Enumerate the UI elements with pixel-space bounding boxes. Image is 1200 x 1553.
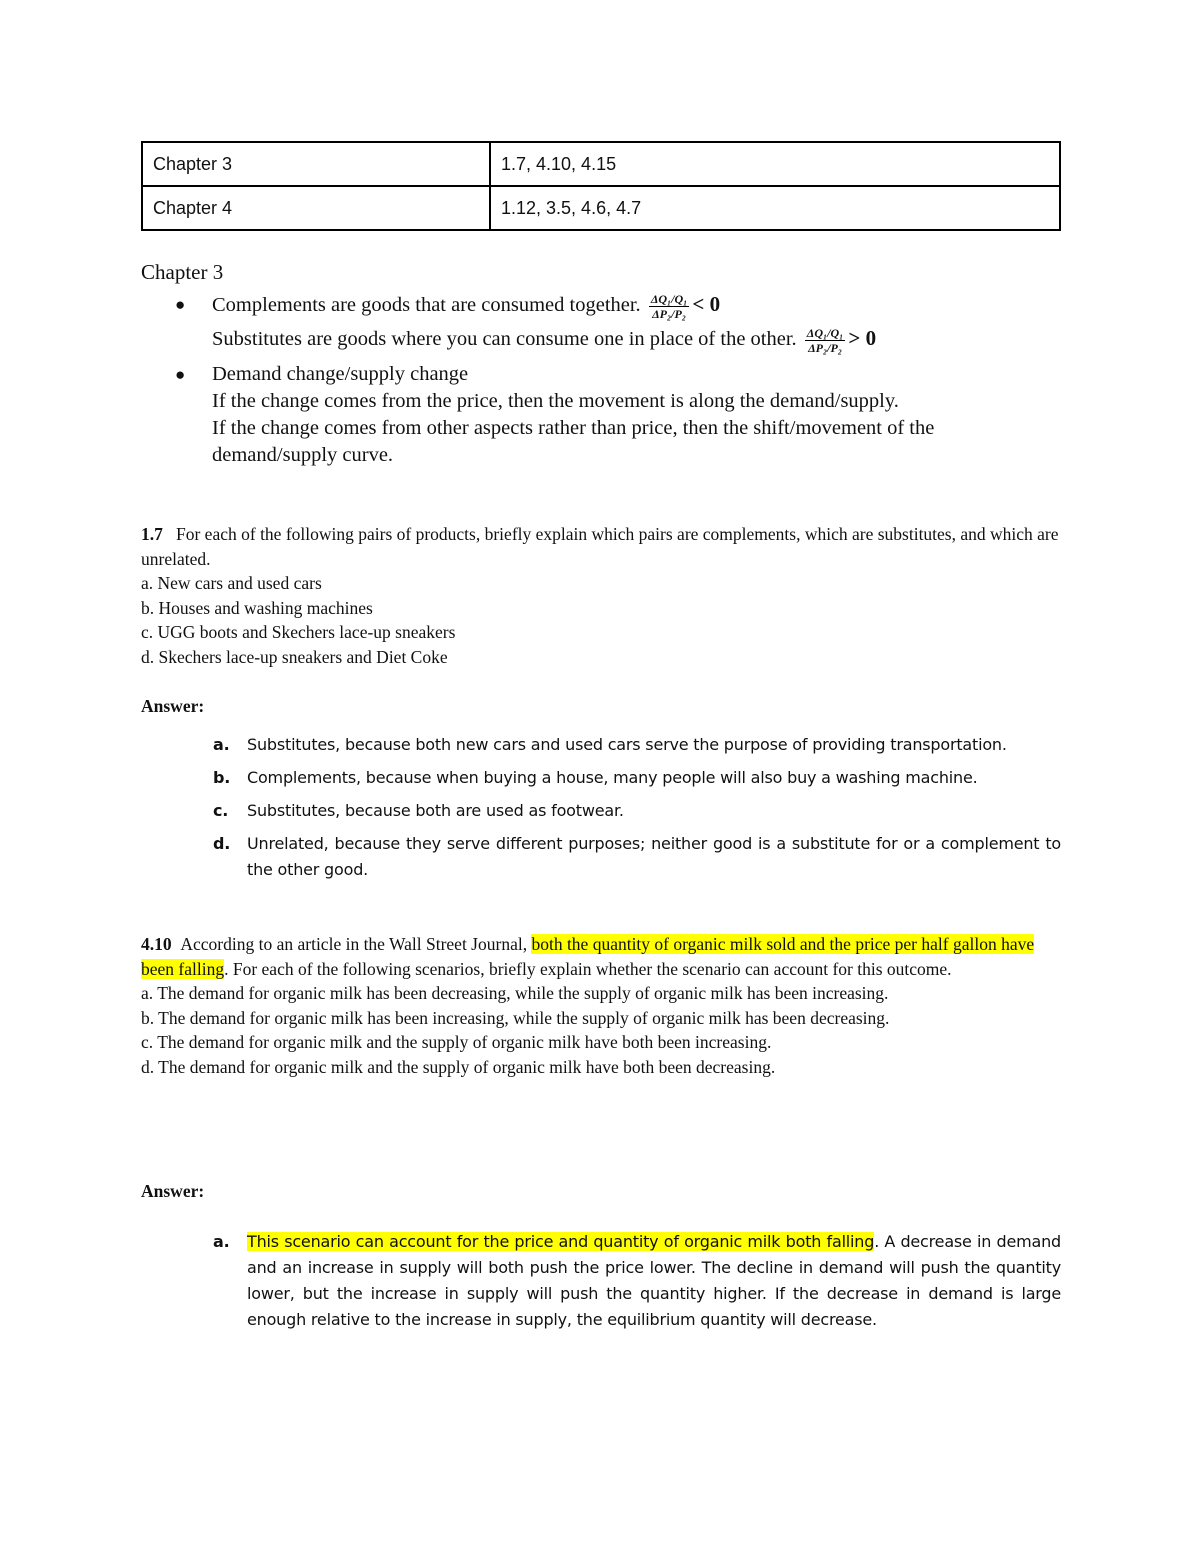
table-cell-problems: 1.12, 3.5, 4.6, 4.7 — [490, 186, 1060, 230]
list-item: d. Skechers lace-up sneakers and Diet Coke — [141, 646, 448, 667]
answer-text: Unrelated, because they serve different purposes; neither good is a substitute for or a complement to the other good. — [247, 834, 1061, 879]
fraction-denominator: ΔP₂/P₂ — [808, 340, 843, 355]
answer-letter: b. — [213, 768, 231, 787]
fraction-numerator: ΔQ₁/Q₁ — [650, 291, 688, 306]
chapter-problem-table — [141, 141, 1061, 231]
list-item: a. The demand for organic milk has been decreasing, while the supply of organic milk has been increasing. — [141, 983, 889, 1004]
table-row — [142, 142, 1060, 186]
relation-sign: < 0 — [692, 292, 721, 316]
highlighted-text: both the quantity of organic milk sold and the price per half gallon have been falling — [141, 934, 1035, 979]
highlighted-text: This scenario can account for the price and quantity of organic milk both falling — [247, 1232, 875, 1251]
answers-4-10 — [141, 1229, 1061, 1340]
answer-label: Answer: — [141, 696, 205, 716]
answers-1-7 — [141, 732, 1061, 890]
fraction-numerator: ΔQ₁/Q₁ — [806, 325, 844, 340]
list-item: c. UGG boots and Skechers lace-up sneakers — [141, 622, 456, 643]
notes-bullet-demand-supply — [141, 361, 1061, 469]
table-cell-chapter: Chapter 4 — [142, 186, 490, 230]
list-item: b. The demand for organic milk has been increasing, while the supply of organic milk has been decreasing. — [141, 1007, 890, 1028]
question-4-10 — [141, 932, 1061, 1080]
answer-text: Substitutes, because both new cars and used cars serve the purpose of providing transportation. — [247, 735, 1007, 754]
answer-item — [141, 732, 1061, 758]
answer-item — [141, 1229, 1061, 1333]
answer-text: Complements, because when buying a house, many people will also buy a washing machine. — [247, 768, 978, 787]
list-item: b. Houses and washing machines — [141, 597, 373, 618]
question-prompt — [141, 522, 1061, 571]
question-text: . For each of the following scenarios, briefly explain whether the scenario can account for this outcome. — [224, 958, 952, 979]
bullet-icon: ● — [175, 364, 186, 384]
question-number: 4.10 — [141, 934, 172, 954]
answer-text: Substitutes, because both are used as footwear. — [247, 801, 624, 820]
answer-letter: c. — [213, 801, 229, 820]
answer-item — [141, 831, 1061, 883]
relation-sign: > 0 — [848, 325, 877, 350]
bullet-icon: ● — [175, 295, 186, 314]
answer-letter: d. — [213, 834, 231, 853]
demand-supply-line2: If the change comes from other aspects rather than price, then the shift/movement of the demand/supply curve. — [212, 416, 935, 466]
fraction-denominator: ΔP₂/P₂ — [652, 306, 687, 321]
list-item: d. The demand for organic milk and the supply of organic milk have both been decreasing. — [141, 1056, 776, 1077]
list-item: a. New cars and used cars — [141, 573, 322, 594]
elasticity-fraction — [649, 292, 690, 321]
substitutes-text: Substitutes are goods where you can consume one in place of the other. — [212, 327, 797, 350]
answer-text: . A decrease in demand and an increase in supply will both push the price lower. The decline in demand will push the quantity lower, but the increase in supply will push the quantity higher. If the decrease in demand is large enough relative to the increase in supply, the equilibrium quantity will decrease. — [247, 1232, 1061, 1329]
elasticity-fraction — [805, 326, 846, 355]
answer-item — [141, 798, 1061, 824]
answer-letter: a. — [213, 735, 230, 754]
question-prompt — [141, 932, 1061, 981]
demand-supply-title: Demand change/supply change — [212, 362, 469, 385]
chapter-notes — [141, 260, 1061, 469]
notes-bullet-complements — [141, 291, 1061, 355]
answer-item — [141, 765, 1061, 791]
table-row — [142, 186, 1060, 230]
question-1-7 — [141, 522, 1061, 670]
notes-heading: Chapter 3 — [141, 260, 224, 284]
demand-supply-line1: If the change comes from the price, then the movement is along the demand/supply. — [212, 389, 899, 412]
answer-label: Answer: — [141, 1181, 205, 1201]
answer-letter: a. — [213, 1232, 230, 1251]
question-text: According to an article in the Wall Street Journal, — [180, 934, 528, 954]
list-item: c. The demand for organic milk and the supply of organic milk have both been increasing. — [141, 1032, 772, 1053]
complements-text: Complements are goods that are consumed together. — [212, 294, 641, 316]
question-text: For each of the following pairs of products, briefly explain which pairs are complements, which are substitutes, and which are unrelated. — [141, 524, 1059, 569]
table-cell-chapter: Chapter 3 — [142, 142, 490, 186]
question-number: 1.7 — [141, 524, 163, 544]
table-cell-problems: 1.7, 4.10, 4.15 — [490, 142, 1060, 186]
